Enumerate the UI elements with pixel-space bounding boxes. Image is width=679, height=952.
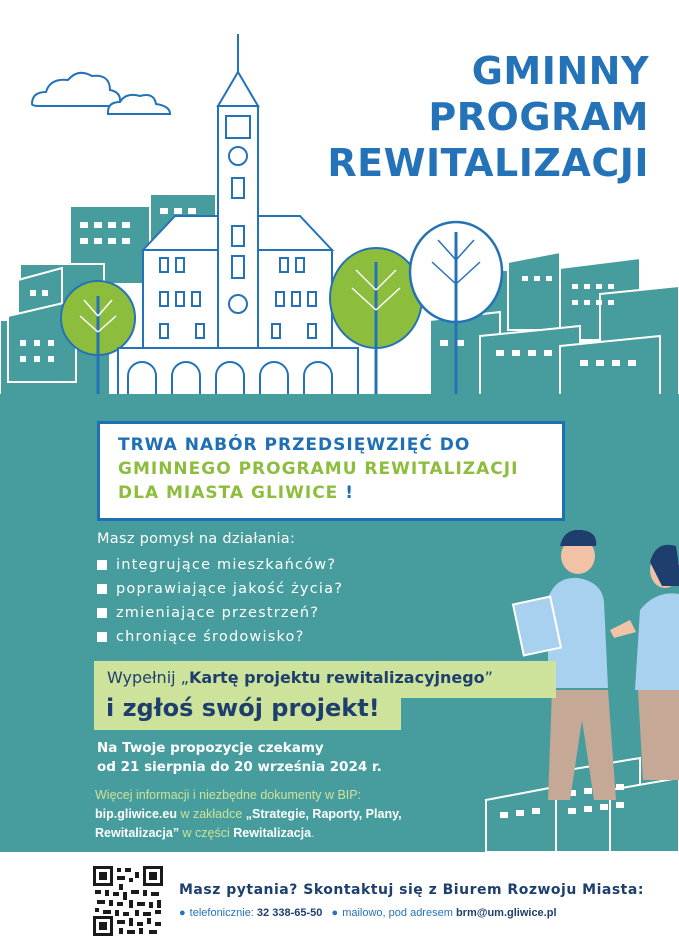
contact-title: Masz pytania? Skontaktuj się z Biurem Rozwoju Miasta:	[179, 882, 644, 898]
headline-line-2: GMINNEGO PROGRAMU REWITALIZACJI	[118, 459, 519, 479]
contact-details: ● telefonicznie: 32 338-65-50 ● mailowo, pod adresem brm@um.gliwice.pl	[179, 907, 557, 919]
bip-tab-name: „Strategie, Raporty, Plany, Rewitalizacja”	[95, 807, 402, 840]
cta-line-2: i zgłoś swój projekt!	[106, 694, 380, 722]
questions-list	[97, 553, 343, 649]
bullet-dot-icon: ●	[179, 907, 186, 919]
questions-intro: Masz pomysł na działania:	[97, 531, 296, 547]
title-line-1: GMINNY	[471, 49, 649, 93]
bullet-icon	[97, 632, 107, 642]
headline-line-1: TRWA NABÓR PRZEDSIĘWZIĘĆ DO	[118, 435, 471, 455]
title-line-3: REWITALIZACJI	[327, 141, 649, 185]
headline-box	[97, 421, 565, 521]
list-item: zmieniające przestrzeń?	[97, 601, 343, 625]
cta-line-1: Wypełnij „Kartę projektu rewitalizacyjnego”	[107, 668, 493, 687]
poster-title	[327, 48, 649, 186]
list-item: poprawiające jakość życia?	[97, 577, 343, 601]
headline-line-3: DLA MIASTA GLIWICE	[118, 483, 339, 503]
bullet-icon	[97, 584, 107, 594]
title-line-2: PROGRAM	[428, 95, 649, 139]
cta-form-name: Kartę projektu rewitalizacyjnego	[188, 668, 485, 687]
phone-number[interactable]: 32 338-65-50	[256, 907, 323, 919]
bullet-icon	[97, 560, 107, 570]
email-link[interactable]: brm@um.gliwice.pl	[455, 907, 557, 919]
submission-dates	[97, 739, 382, 777]
list-item: integrujące mieszkańców?	[97, 553, 343, 577]
dates-line-2: od 21 sierpnia do 20 września 2024 r.	[97, 759, 382, 775]
dates-line-1: Na Twoje propozycje czekamy	[97, 740, 324, 756]
bullet-dot-icon: ●	[331, 907, 339, 919]
bullet-icon	[97, 608, 107, 618]
cloud-icon	[32, 73, 170, 114]
bip-section-name: Rewitalizacja	[233, 826, 312, 840]
bip-link[interactable]: bip.gliwice.eu	[95, 807, 177, 821]
list-item: chroniące środowisko?	[97, 625, 343, 649]
headline-exclamation: !	[345, 483, 354, 503]
more-info: Więcej informacji i niezbędne dokumenty w BIP: bip.gliwice.eu w zakładce „Strategie, Raporty, Plany, Rewitalizacja” w części Rewitalizacja.	[95, 788, 402, 840]
qr-code-icon[interactable]	[93, 866, 163, 936]
